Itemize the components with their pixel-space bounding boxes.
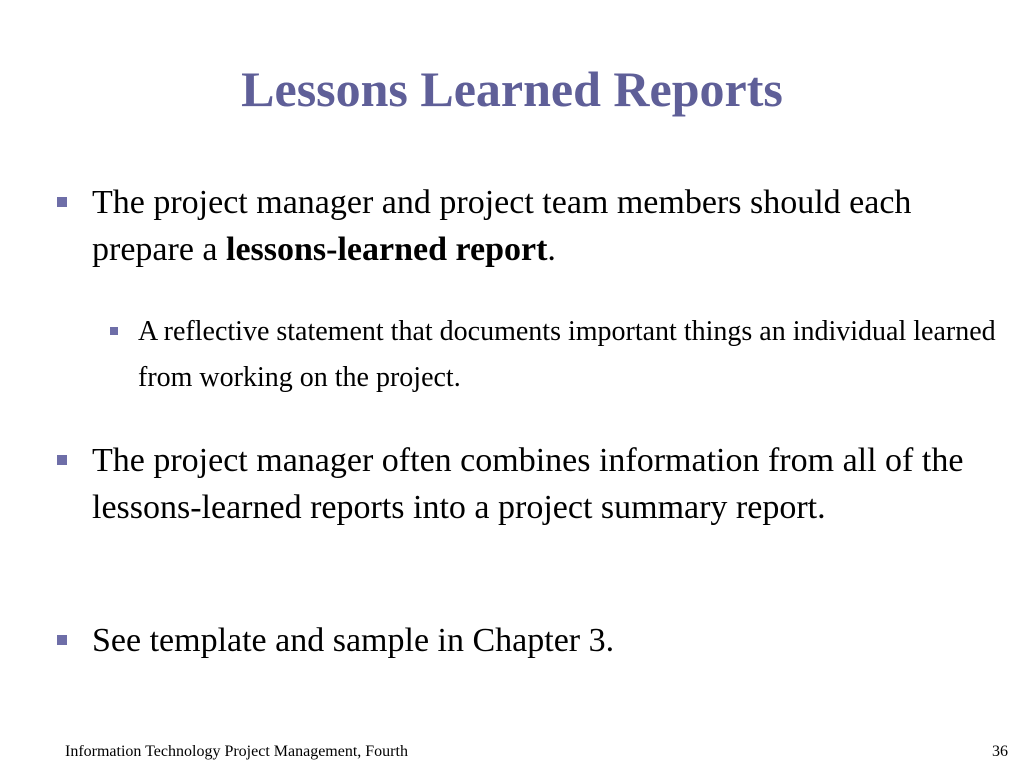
bullet-bold-term: lessons-learned report [226, 231, 548, 268]
sub-bullet-text: A reflective statement that documents important things an individual learned from working on the project. [138, 316, 996, 393]
square-bullet-icon [110, 327, 118, 335]
square-bullet-icon [57, 197, 67, 207]
bullet-text: The project manager often combines information from all of the lessons-learned reports into a project summary report. [92, 442, 964, 526]
bullet-text: See template and sample in Chapter 3. [92, 622, 615, 659]
bullet-lessons-learned-report [92, 179, 992, 273]
sub-bullet-reflective-statement [138, 309, 998, 401]
bullet-text-end: . [547, 231, 556, 268]
square-bullet-icon [57, 635, 67, 645]
slide-title: Lessons Learned Reports [241, 61, 783, 117]
bullet-text: The project manager and project team members should each prepare a [92, 184, 912, 268]
bullet-see-template [92, 617, 992, 664]
bullet-combines-information [92, 437, 992, 531]
square-bullet-icon [57, 455, 67, 465]
footer-book-title: Information Technology Project Management, Fourth [65, 743, 408, 760]
footer-page-number: 36 [992, 743, 1008, 760]
